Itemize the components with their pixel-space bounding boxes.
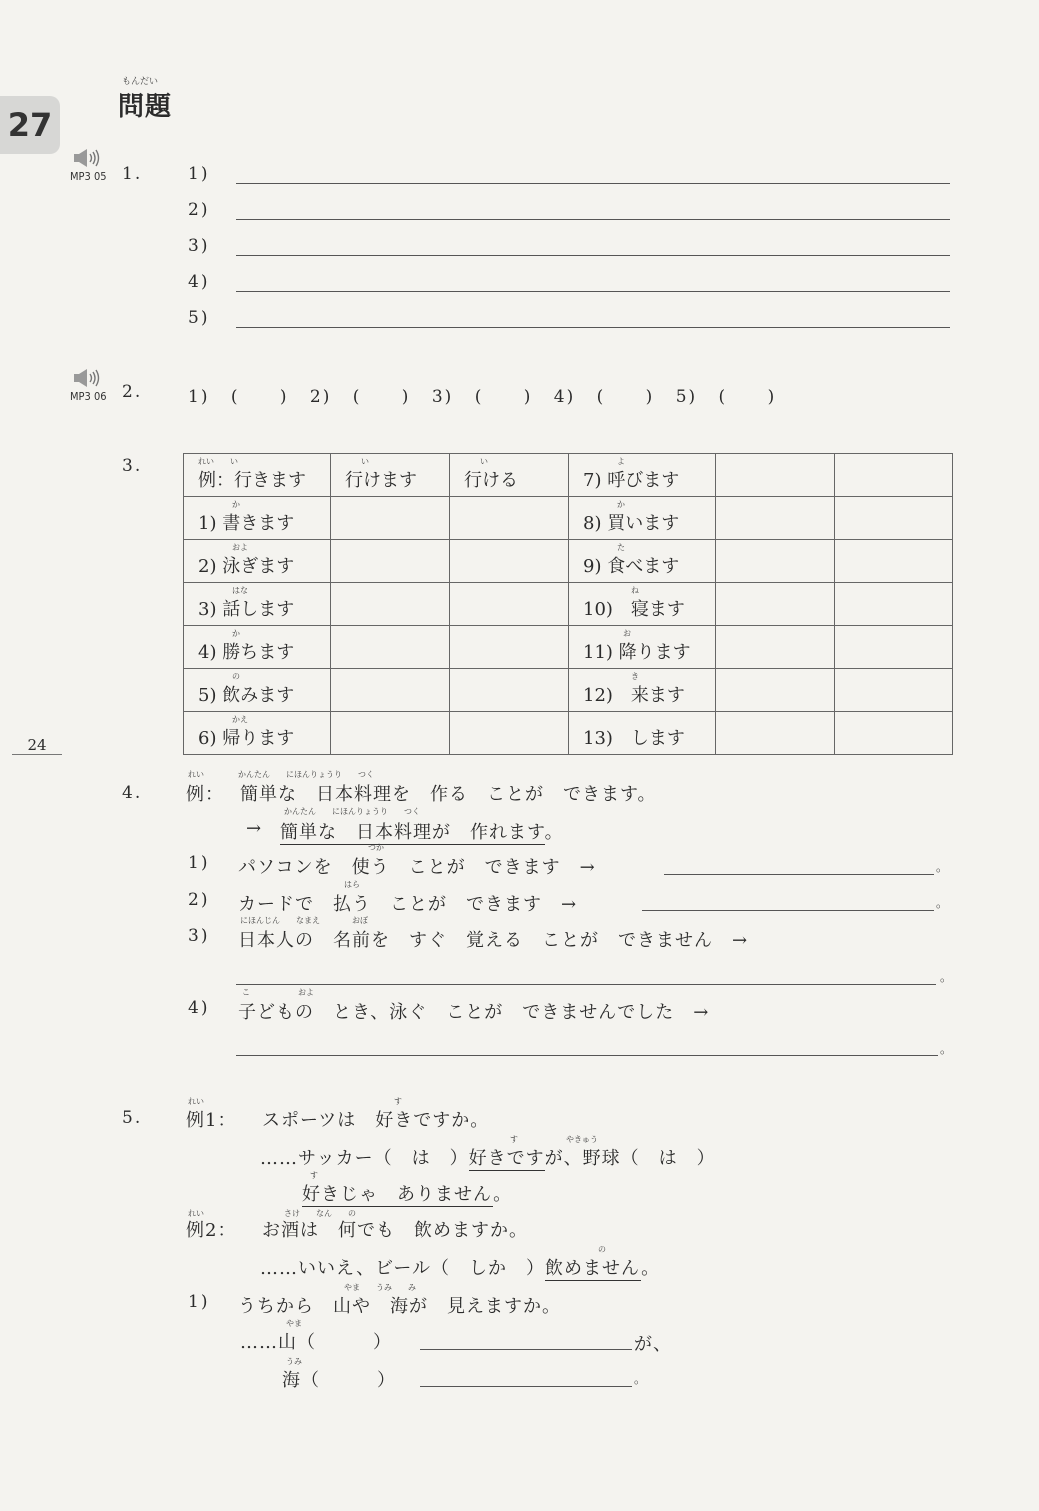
- ruby: かんたん にほんりょうり つく: [284, 807, 420, 816]
- q4-number: 4.: [122, 783, 143, 803]
- ruby: つか: [368, 843, 384, 852]
- audio-label: MP3 05: [70, 170, 107, 183]
- q5-item1-question: うちから 山や 海が 見えますか。: [238, 1296, 561, 1317]
- table-cell[interactable]: [716, 497, 835, 540]
- q5-item-number: 1): [188, 1292, 210, 1312]
- ruby: さけ なん の: [284, 1209, 356, 1218]
- table-cell[interactable]: い 行けます: [331, 454, 450, 497]
- chapter-tab: 27: [0, 96, 60, 154]
- table-cell[interactable]: い 行ける: [450, 454, 569, 497]
- table-cell[interactable]: [716, 669, 835, 712]
- table-cell: の 5) 飲みます: [184, 669, 331, 712]
- q4-item-text: カードで 払う ことが できます →: [238, 894, 578, 915]
- period: 。: [940, 970, 954, 984]
- table-cell[interactable]: [450, 669, 569, 712]
- table-cell: か 4) 勝ちます: [184, 626, 331, 669]
- q5-item1-answer1-end: が、: [634, 1334, 672, 1355]
- period: 。: [936, 896, 950, 910]
- q4-item-text: 子どもの とき、泳ぐ ことが できませんでした →: [238, 1002, 710, 1023]
- table-cell: お 11) 降ります: [569, 626, 716, 669]
- q1-item-label: 4): [188, 272, 210, 292]
- table-cell[interactable]: [450, 626, 569, 669]
- table-row: [184, 712, 953, 755]
- ruby: す: [310, 1171, 318, 1180]
- ruby: れい: [188, 1097, 204, 1106]
- q1-item-label: 2): [188, 200, 210, 220]
- table-cell[interactable]: [716, 454, 835, 497]
- q4-example-sentence: 簡単な 日本料理を 作る ことが できます。: [240, 784, 657, 805]
- q5-example2-label: 例2：: [186, 1220, 237, 1241]
- period: 。: [936, 860, 950, 874]
- table-cell[interactable]: [835, 712, 953, 755]
- q4-answer-line[interactable]: [664, 874, 934, 875]
- q4-item-text: 日本人の 名前を すぐ 覚える ことが できません →: [238, 930, 749, 951]
- table-cell[interactable]: [716, 626, 835, 669]
- table-cell: か 1) 書きます: [184, 497, 331, 540]
- table-cell[interactable]: [450, 497, 569, 540]
- table-cell[interactable]: [331, 669, 450, 712]
- audio-mp3-05[interactable]: [70, 148, 107, 183]
- q4-example-label: 例：: [186, 784, 224, 805]
- ruby: す: [394, 1097, 402, 1106]
- q4-answer-line[interactable]: [236, 1055, 938, 1056]
- q2-number: 2.: [122, 382, 143, 402]
- ruby: の: [598, 1245, 606, 1254]
- table-cell[interactable]: [716, 583, 835, 626]
- ruby: す やきゅう: [510, 1135, 598, 1144]
- table-cell[interactable]: [835, 454, 953, 497]
- table-cell: はな 3) 話します: [184, 583, 331, 626]
- q5-item1-answer2: 海（ ）: [282, 1370, 396, 1391]
- arrow: →: [246, 818, 263, 839]
- q1-item-label: 1): [188, 164, 210, 184]
- table-cell[interactable]: [835, 669, 953, 712]
- table-row: [184, 497, 953, 540]
- table-cell: よ 7) 呼びます: [569, 454, 716, 497]
- q5-item1-answer1: ……山（ ）: [240, 1332, 392, 1353]
- q5-answer-line[interactable]: [420, 1349, 632, 1350]
- table-cell[interactable]: [835, 626, 953, 669]
- table-cell: れい い 例：行きます: [184, 454, 331, 497]
- table-cell[interactable]: [331, 497, 450, 540]
- q1-answer-line[interactable]: [236, 219, 950, 220]
- q4-item-number: 4): [188, 998, 210, 1018]
- q5-example1-question: スポーツは 好きですか。: [262, 1110, 490, 1131]
- audio-label: MP3 06: [70, 390, 107, 403]
- q5-example1-answer-cont: 好きじゃ ありません。: [302, 1184, 513, 1205]
- ruby: うみ: [286, 1357, 302, 1366]
- q1-answer-line[interactable]: [236, 327, 950, 328]
- table-cell[interactable]: [331, 712, 450, 755]
- audio-mp3-06[interactable]: [70, 368, 107, 403]
- q5-example1-label: 例1：: [186, 1110, 237, 1131]
- ruby: かんたん にほんりょうり つく: [238, 770, 374, 779]
- ruby: にほんじん なまえ おぼ: [240, 916, 368, 925]
- table-row: [184, 626, 953, 669]
- q4-item-number: 2): [188, 890, 210, 910]
- ruby: れい: [188, 1209, 204, 1218]
- table-cell: ね 10) 寝ます: [569, 583, 716, 626]
- table-cell[interactable]: [835, 497, 953, 540]
- q5-answer-line[interactable]: [420, 1386, 632, 1387]
- q1-answer-line[interactable]: [236, 255, 950, 256]
- q1-item-label: 5): [188, 308, 210, 328]
- q5-number: 5.: [122, 1108, 143, 1128]
- ruby: はら: [344, 880, 360, 889]
- ruby: こ およ: [242, 988, 314, 997]
- table-cell: 13) します: [569, 712, 716, 755]
- q4-answer-line[interactable]: [236, 984, 936, 985]
- table-cell[interactable]: [716, 540, 835, 583]
- table-row: [184, 454, 953, 497]
- table-cell: き 12) 来ます: [569, 669, 716, 712]
- q5-example1-answer: ……サッカー（ は ）好きですが、野球（ は ）: [260, 1148, 716, 1169]
- table-cell: た 9) 食べます: [569, 540, 716, 583]
- page-number: 24: [12, 736, 62, 755]
- verb-conjugation-table: [183, 453, 953, 755]
- page-title: 問題: [118, 92, 173, 122]
- ruby: やま うみ み: [344, 1283, 416, 1292]
- table-cell[interactable]: [835, 540, 953, 583]
- period: 。: [940, 1042, 954, 1056]
- table-cell[interactable]: [835, 583, 953, 626]
- table-cell[interactable]: [331, 540, 450, 583]
- ruby: やま: [286, 1319, 302, 1328]
- table-cell: か 8) 買います: [569, 497, 716, 540]
- q1-answer-line[interactable]: [236, 291, 950, 292]
- q4-example-answer: 簡単な 日本料理が 作れます。: [280, 822, 564, 843]
- table-cell[interactable]: [331, 583, 450, 626]
- q1-number: 1.: [122, 164, 143, 184]
- q4-item-number: 3): [188, 926, 210, 946]
- table-row: [184, 669, 953, 712]
- q4-answer-line[interactable]: [642, 910, 934, 911]
- q2-answer-blanks[interactable]: 1) ( ) 2) ( ) 3) ( ) 4) ( ) 5) ( ): [188, 387, 777, 407]
- ruby: れい: [188, 770, 204, 779]
- q1-item-label: 3): [188, 236, 210, 256]
- q5-example2-answer: ……いいえ、ビール（ しか ）飲めません。: [260, 1258, 661, 1279]
- q5-item1-answer2-end: 。: [634, 1372, 648, 1386]
- table-cell: およ 2) 泳ぎます: [184, 540, 331, 583]
- table-cell[interactable]: [450, 712, 569, 755]
- table-row: [184, 540, 953, 583]
- q1-answer-line[interactable]: [236, 183, 950, 184]
- table-row: [184, 583, 953, 626]
- table-cell: かえ 6) 帰ります: [184, 712, 331, 755]
- table-cell[interactable]: [450, 583, 569, 626]
- table-cell[interactable]: [716, 712, 835, 755]
- table-cell[interactable]: [450, 540, 569, 583]
- q4-item-text: パソコンを 使う ことが できます →: [238, 857, 596, 878]
- title-ruby: もんだい: [122, 77, 159, 87]
- q3-number: 3.: [122, 456, 143, 476]
- q5-example2-question: お酒は 何でも 飲めますか。: [262, 1220, 528, 1241]
- table-cell[interactable]: [331, 626, 450, 669]
- q4-item-number: 1): [188, 853, 210, 873]
